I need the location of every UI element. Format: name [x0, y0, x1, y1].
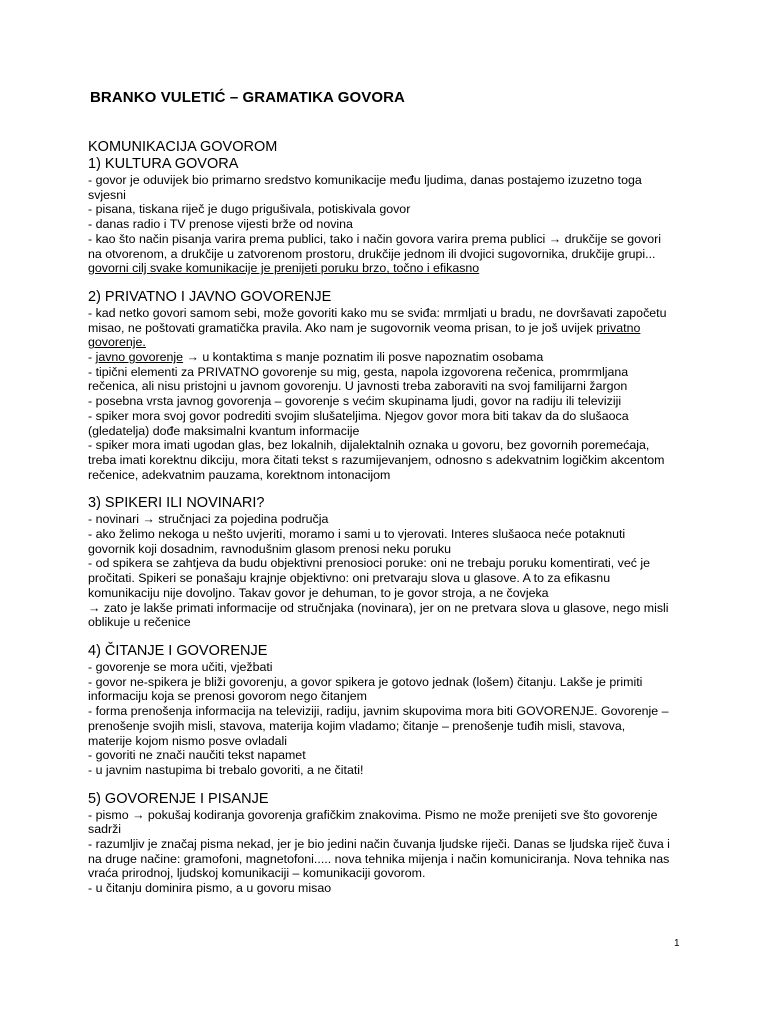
text-run: rečenica, ali nisu pristojni u javnom govorenju. U javnosti treba zaboraviti na svoj familijarni žargon [88, 379, 628, 394]
text-run: vraća prirodnoj, ljudskoj komunikaciji – komunikaciji govorom. [88, 866, 426, 881]
text-run: - u čitanju dominira pismo, a u govoru misao [88, 881, 332, 896]
section [88, 482, 688, 630]
text-run: - spiker mora svoj govor podrediti svojim slušateljima. Njegov govor mora biti takav da do slušaoca [88, 408, 629, 423]
text-line [88, 763, 688, 778]
text-line [88, 365, 688, 380]
text-run: → zato je lakše primati informacije od stručnjaka (novinara), jer on ne pretvara slova u glasove, nego misli [88, 600, 669, 615]
document-body [88, 138, 688, 896]
text-run: oblikuje u rečenice [88, 615, 191, 630]
text-run: materije kojom nismo posve ovladali [88, 733, 288, 748]
section-heading: 5) GOVORENJE I PISANJE [88, 790, 269, 807]
text-line [88, 438, 688, 453]
text-run: - danas radio i TV prenose vijesti brže od novina [88, 217, 353, 232]
text-run: - posebna vrsta javnog govorenja – govorenje s većim skupinama ljudi, govor na radiju ili televiziji [88, 394, 622, 409]
text-run: - u javnim nastupima bi trebalo govoriti, a ne čitati! [88, 762, 364, 777]
text-line [88, 601, 688, 616]
text-line [88, 586, 688, 601]
section-spacer [88, 482, 688, 495]
text-run: - pisana, tiskana riječ je dugo prigušivala, potiskivala govor [88, 202, 411, 217]
section-spacer [88, 630, 688, 643]
text-line [88, 719, 688, 734]
text-run: - ako želimo nekoga u nešto uvjeriti, moramo i sami u to vjerovati. Interes slušaoca neće potaknuti [88, 527, 626, 542]
text-line [88, 321, 688, 336]
text-run: - govoriti ne znači naučiti tekst napamet [88, 748, 306, 763]
text-line [88, 748, 688, 763]
underlined-text: javno govorenje [95, 350, 184, 365]
text-run: informaciju koja se prenosi govorom nego čitanjem [88, 689, 367, 704]
text-line [88, 734, 688, 749]
text-line [88, 556, 688, 571]
page-number: 1 [674, 938, 680, 949]
text-line [88, 852, 688, 867]
text-line [88, 424, 688, 439]
text-line [88, 822, 688, 837]
section-heading: 1) KULTURA GOVORA [88, 156, 239, 172]
text-run: - novinari → stručnjaci za pojedina područja [88, 512, 329, 527]
text-line [88, 202, 688, 217]
text-run: - tipični elementi za PRIVATNO govorenje su mig, gesta, napola izgovorena rečenica, promrmljana [88, 364, 629, 379]
section-heading: 4) ČITANJE I GOVORENJE [88, 642, 268, 659]
text-run: svjesni [88, 187, 126, 202]
text-line [88, 660, 688, 675]
text-line [88, 409, 688, 424]
text-line [88, 512, 688, 527]
text-line [88, 468, 688, 483]
section [88, 276, 688, 482]
text-line [88, 615, 688, 630]
text-run: - od spikera se zahtjeva da budu objektivni prenosioci poruke: oni ne trebaju poruku komentirati, već je [88, 556, 651, 571]
section-spacer [88, 778, 688, 791]
text-run: sadrži [88, 822, 122, 837]
text-line [88, 232, 688, 247]
text-run: - spiker mora imati ugodan glas, bez lokalnih, dijalektalnih oznaka u govoru, bez govornih poremećaja, [88, 438, 650, 453]
text-line [88, 675, 688, 690]
text-line [88, 306, 688, 321]
text-run: - kad netko govori samom sebi, može govoriti kako mu se sviđa: mrmljati u bradu, ne dovršavati započetu [88, 305, 667, 320]
text-line [88, 261, 688, 276]
text-line [88, 188, 688, 203]
text-line [88, 350, 688, 365]
text-line [88, 173, 688, 188]
underlined-text: govorni cilj svake komunikacije je prenijeti poruku brzo, točno i efikasno [88, 261, 480, 276]
text-line [88, 335, 688, 350]
section-spacer [88, 276, 688, 289]
text-run: na otvorenom, a drukčije u zatvorenom prostoru, drukčije jednom ili dvojici sugovornika, drukčije grupi... [88, 246, 656, 261]
text-run: - [88, 350, 96, 365]
text-run: - kao što način pisanja varira prema publici, tako i način govora varira prema publici → drukčije se govori [88, 231, 661, 246]
section [88, 630, 688, 778]
text-line [88, 689, 688, 704]
text-line [88, 527, 688, 542]
text-run: prenošenje svojih misli, stavova, materija kojim vladamo; čitanje – prenošenje tuđih misli, stavova, [88, 718, 626, 733]
text-run: na druge načine: gramofoni, magnetofoni..... nova tehnika mijenja i način komuniciranja. Nova tehnika nas [88, 851, 670, 866]
text-run: - govorenje se mora učiti, vježbati [88, 659, 273, 674]
text-line [88, 217, 688, 232]
text-line [88, 247, 688, 262]
text-run: - pismo → pokušaj kodiranja govorenja grafičkim znakovima. Pismo ne može prenijeti sve što govorenje [88, 807, 658, 822]
text-run: rečenice, adekvatnim pauzama, korektnom intonacijom [88, 467, 391, 482]
text-line [88, 571, 688, 586]
text-line [88, 379, 688, 394]
text-line [88, 881, 688, 896]
text-run: govornik koji dosadnim, ravnodušnim glasom prenosi neku poruku [88, 541, 451, 556]
document-title: BRANKO VULETIĆ – GRAMATIKA GOVORA [90, 89, 405, 106]
text-run: misao, ne poštovati gramatička pravila. Ako nam je sugovornik veoma prisan, to je još uvijek [88, 320, 597, 335]
text-line [88, 808, 688, 823]
text-run: → u kontaktima s manje poznatim ili posve napoznatim osobama [183, 350, 544, 365]
section [88, 778, 688, 896]
text-run: komunikaciju nije dovoljno. Takav govor je dehuman, to je govor stroja, a ne čovjeka [88, 585, 549, 600]
text-line [88, 866, 688, 881]
text-line [88, 704, 688, 719]
text-run: - govor ne-spikera je bliži govorenju, a govor spikera je gotovo jednak (lošem) čitanju. Lakše je primiti [88, 674, 643, 689]
text-line [88, 394, 688, 409]
main-heading: KOMUNIKACIJA GOVOROM [88, 139, 278, 155]
text-line [88, 453, 688, 468]
text-line [88, 542, 688, 557]
section-heading: 2) PRIVATNO I JAVNO GOVORENJE [88, 288, 332, 305]
underlined-text: govorenje. [88, 335, 146, 350]
section [88, 156, 688, 276]
text-run: - razumljiv je značaj pisma nekad, jer je bio jedini način čuvanja ljudske riječi. Danas se ljudska riječ čuva i [88, 837, 670, 852]
text-run: - govor je oduvijek bio primarno sredstvo komunikacije među ljudima, danas postajemo izuzetno toga [88, 173, 642, 187]
text-run: - forma prenošenja informacija na televiziji, radiju, javnim skupovima mora biti GOVORENJE. Govorenje – [88, 704, 669, 719]
section-heading: 3) SPIKERI ILI NOVINARI? [88, 495, 265, 512]
text-line [88, 837, 688, 852]
underlined-text: privatno [596, 320, 641, 335]
text-run: treba imati korektnu dikciju, mora čitati tekst s razumijevanjem, odnosno s adekvatnim logičkim akcentom [88, 452, 665, 467]
text-run: pročitati. Spikeri se ponašaju krajnje objektivno: oni pretvaraju slova u glasove. A to za efikasnu [88, 571, 611, 586]
text-run: (gledatelja) dođe maksimalni kvantum informacije [88, 423, 360, 438]
